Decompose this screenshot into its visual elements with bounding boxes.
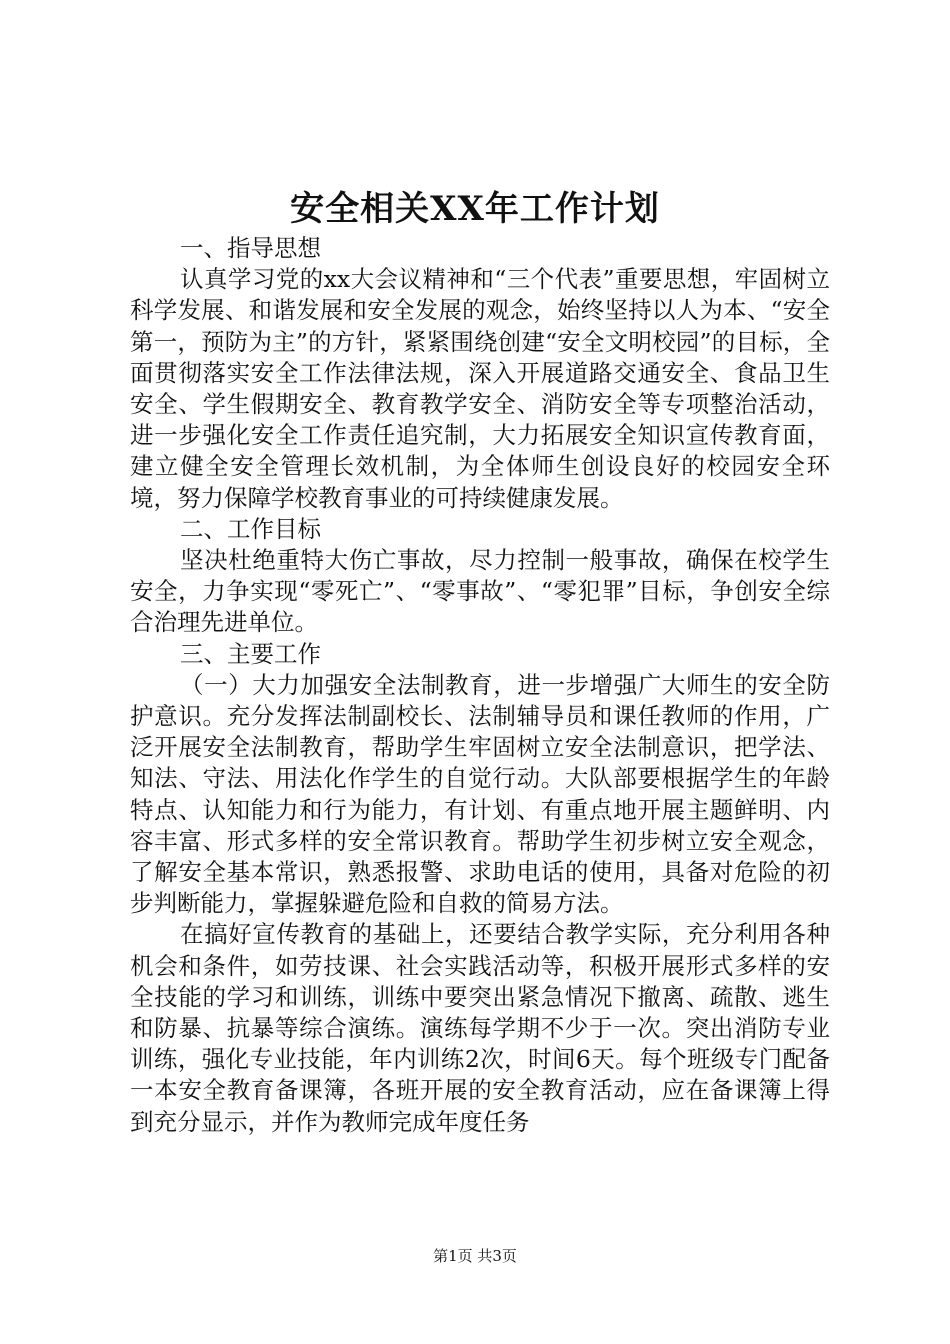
paragraph-main-work-1: （一）大力加强安全法制教育，进一步增强广大师生的安全防护意识。充分发挥法制副校长、法制辅导员和课任教师的作用，广泛开展安全法制教育，帮助学生牢固树立安全法制意识，把学法、知法、守法、用法化作学生的自觉行动。大队部要根据学生的年龄特点、认知能力和行为能力，有计划、有重点地开展主题鲜明、内容丰富、形式多样的安全常识教育。帮助学生初步树立安全观念，了解安全基本常识，熟悉报警、求助电话的使用，具备对危险的初步判断能力，掌握躲避危险和自救的简易方法。: [130, 670, 830, 918]
page-number-footer: 第1页 共3页: [433, 1247, 517, 1265]
section-heading-main-work: 三、主要工作: [180, 639, 321, 668]
section-heading-guiding-ideology: 一、指导思想: [180, 234, 321, 262]
document-body: [130, 233, 830, 1138]
section-heading-work-goals: 二、工作目标: [180, 514, 321, 543]
document-title: 安全相关XX年工作计划: [290, 189, 660, 229]
paragraph-guiding-ideology: 认真学习党的xx大会议精神和“三个代表”重要思想，牢固树立科学发展、和谐发展和安全发展的观念，始终坚持以人为本、“安全第一，预防为主”的方针，紧紧围绕创建“安全文明校园”的目标，全面贯彻落实安全工作法律法规，深入开展道路交通安全、食品卫生安全、学生假期安全、教育教学安全、消防安全等专项整治活动，进一步强化安全工作责任追究制，大力拓展安全知识宣传教育面，建立健全安全管理长效机制，为全体师生创设良好的校园安全环境，努力保障学校教育事业的可持续健康发展。: [130, 265, 830, 512]
paragraph-work-goals: 坚决杜绝重特大伤亡事故，尽力控制一般事故，确保在校学生安全，力争实现“零死亡”、“零事故”、“零犯罪”目标，争创安全综合治理先进单位。: [130, 546, 830, 637]
paragraph-main-work-2: 在搞好宣传教育的基础上，还要结合教学实际，充分利用各种机会和条件，如劳技课、社会实践活动等，积极开展形式多样的安全技能的学习和训练，训练中要突出紧急情况下撤离、疏散、逃生和防暴、抗暴等综合演练。演练每学期不少于一次。突出消防专业训练，强化专业技能，年内训练2次，时间6天。每个班级专门配备一本安全教育备课簿，各班开展的安全教育活动，应在备课簿上得到充分显示，并作为教师完成年度任务: [130, 920, 830, 1136]
